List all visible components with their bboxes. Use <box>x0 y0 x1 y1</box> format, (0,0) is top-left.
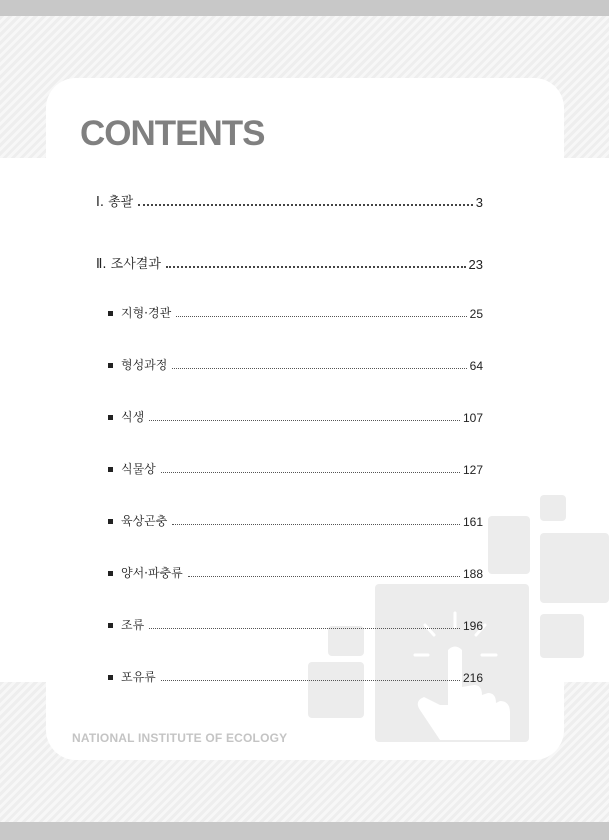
bullet-square-icon <box>108 519 113 524</box>
toc-sub-entry[interactable] <box>108 408 483 425</box>
toc-label: Ⅰ. 총괄 <box>96 195 134 210</box>
toc-label: 육상곤충 <box>121 514 168 528</box>
bullet-square-icon <box>108 415 113 420</box>
toc-page-number: 216 <box>462 671 483 685</box>
decor-square <box>540 495 566 521</box>
toc-main-entry[interactable] <box>96 191 483 210</box>
toc-main-entry[interactable] <box>96 253 483 272</box>
toc-page-number: 23 <box>468 257 483 272</box>
bottom-border-band <box>0 822 609 840</box>
bullet-square-icon <box>108 571 113 576</box>
leader-dots <box>138 204 473 206</box>
toc-label: 식생 <box>121 410 145 424</box>
toc-sub-entry[interactable] <box>108 512 483 529</box>
toc-page-number: 127 <box>462 463 483 477</box>
leader-dots <box>166 266 466 268</box>
bullet-square-icon <box>108 311 113 316</box>
leader-dots <box>172 524 460 525</box>
toc-page-number: 25 <box>469 307 483 321</box>
toc-page-number: 3 <box>475 195 483 210</box>
toc-page-number: 64 <box>469 359 483 373</box>
toc-label: 양서·파충류 <box>121 566 183 580</box>
bullet-square-icon <box>108 623 113 628</box>
top-border-band <box>0 0 609 16</box>
bullet-square-icon <box>108 675 113 680</box>
leader-dots <box>176 316 466 317</box>
decor-square <box>540 614 584 658</box>
toc-page-number: 196 <box>462 619 483 633</box>
toc-sub-entry[interactable] <box>108 460 483 477</box>
leader-dots <box>149 420 460 421</box>
toc-page-number: 107 <box>462 411 483 425</box>
institute-footer: NATIONAL INSTITUTE OF ECOLOGY <box>72 731 288 745</box>
toc-sub-entry[interactable] <box>108 668 483 685</box>
bullet-square-icon <box>108 363 113 368</box>
toc-sub-entry[interactable] <box>108 304 483 321</box>
page-title: CONTENTS <box>80 114 265 153</box>
leader-dots <box>188 576 460 577</box>
bullet-square-icon <box>108 467 113 472</box>
leader-dots <box>161 680 460 681</box>
leader-dots <box>161 472 460 473</box>
toc-sub-entry[interactable] <box>108 564 483 581</box>
decor-square <box>488 516 530 574</box>
toc-label: 조류 <box>121 618 145 632</box>
toc-page-number: 188 <box>462 567 483 581</box>
toc-sub-entry[interactable] <box>108 616 483 633</box>
toc-label: 포유류 <box>121 670 156 684</box>
toc-sub-entry[interactable] <box>108 356 483 373</box>
decor-square <box>540 533 609 603</box>
leader-dots <box>172 368 466 369</box>
toc-page-number: 161 <box>462 515 483 529</box>
toc-label: Ⅱ. 조사결과 <box>96 257 161 272</box>
leader-dots <box>149 628 460 629</box>
toc-label: 지형·경관 <box>121 306 172 320</box>
toc-label: 형성과정 <box>121 358 168 372</box>
toc-label: 식물상 <box>121 462 156 476</box>
